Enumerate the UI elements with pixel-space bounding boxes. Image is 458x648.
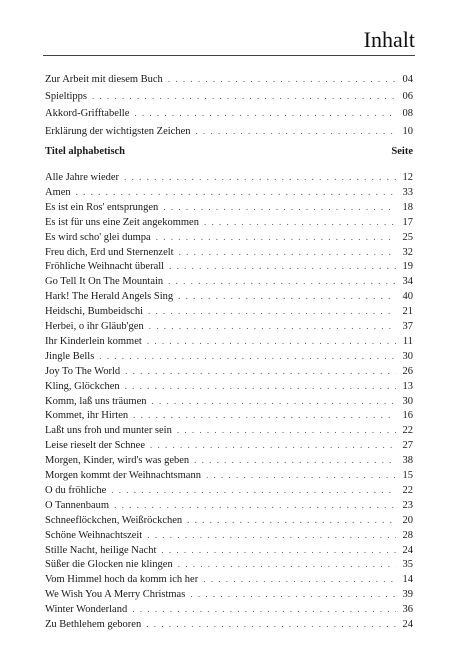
toc-entry-page: 37 — [402, 321, 413, 332]
toc-entry-page: 26 — [402, 365, 413, 377]
toc-entry-title: Laßt uns froh und munter sein — [45, 425, 172, 437]
toc-entry[interactable] — [45, 364, 413, 378]
toc-entry-title: Es ist für uns eine Zeit angekommen — [45, 216, 199, 228]
dot-leader — [147, 334, 396, 348]
toc-entry[interactable] — [45, 334, 413, 348]
toc-entry[interactable] — [45, 319, 413, 333]
toc-entry-title: Hark! The Herald Angels Sing — [45, 291, 174, 303]
toc-entry[interactable] — [45, 259, 413, 273]
toc-entry-page: 27 — [402, 440, 413, 452]
toc-entry-title: Morgen kommt der Weihnachtsmann — [45, 470, 201, 481]
toc-entry-page: 32 — [402, 246, 413, 258]
dot-leader — [149, 319, 396, 333]
toc-entry-title: Joy To The World — [45, 365, 121, 377]
dot-leader — [187, 513, 396, 527]
toc-entry[interactable] — [45, 230, 413, 244]
toc-entry-title: Morgen, Kinder, wird's was geben — [45, 455, 190, 467]
toc-entry-page: 06 — [402, 91, 413, 103]
toc-entry[interactable] — [45, 274, 413, 288]
page-title: Inhalt — [363, 27, 415, 52]
dot-leader — [169, 259, 396, 273]
dot-leader — [168, 72, 396, 86]
toc-entry-page: 39 — [402, 589, 413, 601]
toc-entry-page: 18 — [402, 201, 413, 213]
toc-entry[interactable] — [45, 468, 413, 482]
dot-leader — [150, 438, 396, 452]
toc-entry[interactable] — [45, 528, 413, 542]
toc-entry-title: Herbei, o ihr Gläub'gen — [45, 321, 144, 332]
toc-entry[interactable] — [45, 498, 413, 512]
toc-entry[interactable] — [45, 543, 413, 557]
toc-entry-page: 08 — [402, 108, 413, 120]
toc-entry-title: Süßer die Glocken nie klingen — [45, 559, 173, 571]
toc-entry-page: 25 — [402, 231, 413, 243]
toc-entry[interactable] — [45, 602, 413, 616]
toc-entry[interactable] — [45, 423, 413, 437]
toc-entry-page: 23 — [402, 499, 413, 511]
dot-leader — [204, 215, 396, 229]
toc-entry-page: 16 — [402, 410, 413, 422]
dot-leader — [125, 379, 396, 393]
dot-leader — [76, 185, 396, 199]
toc-entry-page: 36 — [402, 604, 413, 616]
toc-entry-title: Go Tell It On The Mountain — [45, 276, 164, 288]
toc-entry[interactable] — [45, 245, 413, 259]
toc-entry-page: 30 — [402, 350, 413, 362]
toc-entry-page: 14 — [402, 574, 413, 586]
dot-leader — [196, 124, 397, 138]
page-column-header: Seite — [391, 146, 413, 157]
toc-entry-title: Vom Himmel hoch da komm ich her — [45, 574, 199, 586]
toc-entry-title: Jingle Bells — [45, 350, 95, 362]
toc-entry-page: 34 — [402, 276, 413, 288]
toc-entry-page: 22 — [402, 484, 413, 496]
toc-entry[interactable] — [45, 124, 413, 138]
dot-leader — [134, 106, 396, 120]
toc-entry-page: 35 — [402, 559, 413, 571]
toc-entry[interactable] — [45, 379, 413, 393]
toc-entry-title: Ihr Kinderlein kommet — [45, 335, 142, 347]
dot-leader — [125, 364, 396, 378]
toc-entry-page: 24 — [402, 544, 413, 556]
toc-entry-title: O Tannenbaum — [45, 499, 110, 511]
toc-entry-title: Erklärung der wichtigsten Zeichen — [45, 125, 191, 137]
dot-leader — [156, 230, 396, 244]
toc-entry[interactable] — [45, 513, 413, 527]
toc-entry-title: Fröhliche Weihnacht überall — [45, 261, 165, 273]
toc-entry-page: 30 — [402, 395, 413, 407]
dot-leader — [163, 200, 396, 214]
toc-entry-page: 15 — [402, 470, 413, 481]
dot-leader — [148, 304, 396, 318]
toc-entry-page: 33 — [402, 186, 413, 198]
title-divider — [43, 55, 415, 56]
toc-entry-title: Alle Jahre wieder — [45, 172, 120, 183]
section-header — [45, 145, 413, 159]
toc-entry-title: Schneeflöckchen, Weißröckchen — [45, 514, 183, 526]
toc-entry[interactable] — [45, 185, 413, 199]
dot-leader — [179, 245, 396, 259]
toc-entry-title: Heidschi, Bumbeidschi — [45, 306, 143, 318]
toc-entry[interactable] — [45, 304, 413, 318]
toc-entry-page: 20 — [402, 514, 413, 526]
toc-entry-title: Es ist ein Ros' entsprungen — [45, 201, 159, 213]
toc-entry[interactable] — [45, 572, 413, 586]
toc-entry-page: 13 — [402, 380, 413, 392]
toc-entry[interactable] — [45, 394, 413, 408]
toc-entry-title: Zur Arbeit mit diesem Buch — [45, 74, 163, 85]
toc-entry-title: Es wird scho' glei dumpa — [45, 231, 151, 243]
toc-entry-title: Kling, Glöckchen — [45, 380, 120, 392]
dot-leader — [124, 170, 396, 184]
toc-entry-page: 21 — [402, 306, 413, 318]
toc-entry-title: Kommet, ihr Hirten — [45, 410, 129, 422]
toc-entry-title: Komm, laß uns träumen — [45, 395, 147, 407]
toc-entry-page: 11 — [402, 335, 413, 347]
toc-entry-title: Leise rieselt der Schnee — [45, 440, 145, 452]
toc-entry-title: Winter Wonderland — [45, 604, 128, 616]
toc-entry-title: Akkord-Grifftabelle — [45, 108, 130, 120]
dot-leader — [177, 423, 396, 437]
toc-entry[interactable] — [45, 453, 413, 467]
toc-entry[interactable] — [45, 89, 413, 103]
toc-entry-title: Spieltipps — [45, 91, 88, 103]
section-title: Titel alphabetisch — [45, 146, 126, 157]
dot-leader — [146, 617, 396, 631]
toc-entry[interactable] — [45, 557, 413, 571]
toc-entry[interactable] — [45, 587, 413, 601]
toc-entry-page: 17 — [402, 216, 413, 228]
dot-leader — [161, 543, 396, 557]
dot-leader — [147, 528, 396, 542]
toc-entry-page: 28 — [402, 529, 413, 541]
dot-leader — [190, 587, 396, 601]
dot-leader — [178, 289, 396, 303]
toc-entry-page: 19 — [402, 261, 413, 273]
toc-entry[interactable] — [45, 200, 413, 214]
toc-entry-title: Schöne Weihnachtszeit — [45, 529, 143, 541]
toc-entry-title: O du fröhliche — [45, 484, 107, 496]
dot-leader — [206, 468, 396, 482]
toc-entry-title: Stille Nacht, heilige Nacht — [45, 544, 157, 556]
toc-entry-page: 38 — [402, 455, 413, 467]
dot-leader — [99, 349, 396, 363]
toc-entry[interactable] — [45, 438, 413, 452]
toc-entry-page: 12 — [402, 172, 413, 183]
dot-leader — [133, 408, 396, 422]
dot-leader — [168, 274, 396, 288]
toc-entry-page: 40 — [402, 291, 413, 303]
toc-entry-title: We Wish You A Merry Christmas — [45, 589, 186, 601]
dot-leader — [132, 602, 396, 616]
toc-entry-title: Zu Bethlehem geboren — [45, 619, 142, 630]
toc-entry[interactable] — [45, 408, 413, 422]
toc-entry[interactable] — [45, 483, 413, 497]
dot-leader — [111, 483, 396, 497]
toc-entry-page: 10 — [402, 125, 413, 137]
toc-entry-title: Amen — [45, 186, 71, 198]
toc-entry[interactable] — [45, 617, 413, 631]
dot-leader — [92, 89, 396, 103]
dot-leader — [151, 394, 396, 408]
toc-entry[interactable] — [45, 215, 413, 229]
toc-entry[interactable] — [45, 170, 413, 184]
dot-leader — [203, 572, 396, 586]
toc-entry-title: Freu dich, Erd und Sternenzelt — [45, 246, 174, 258]
toc-entry-page: 22 — [402, 425, 413, 437]
dot-leader — [194, 453, 396, 467]
toc-entry[interactable] — [45, 349, 413, 363]
toc-entry-page: 24 — [402, 619, 413, 630]
toc-entry[interactable] — [45, 289, 413, 303]
dot-leader — [178, 557, 396, 571]
toc-entry[interactable] — [45, 106, 413, 120]
dot-leader — [114, 498, 396, 512]
toc-entry[interactable] — [45, 72, 413, 86]
toc-entry-page: 04 — [402, 74, 413, 85]
